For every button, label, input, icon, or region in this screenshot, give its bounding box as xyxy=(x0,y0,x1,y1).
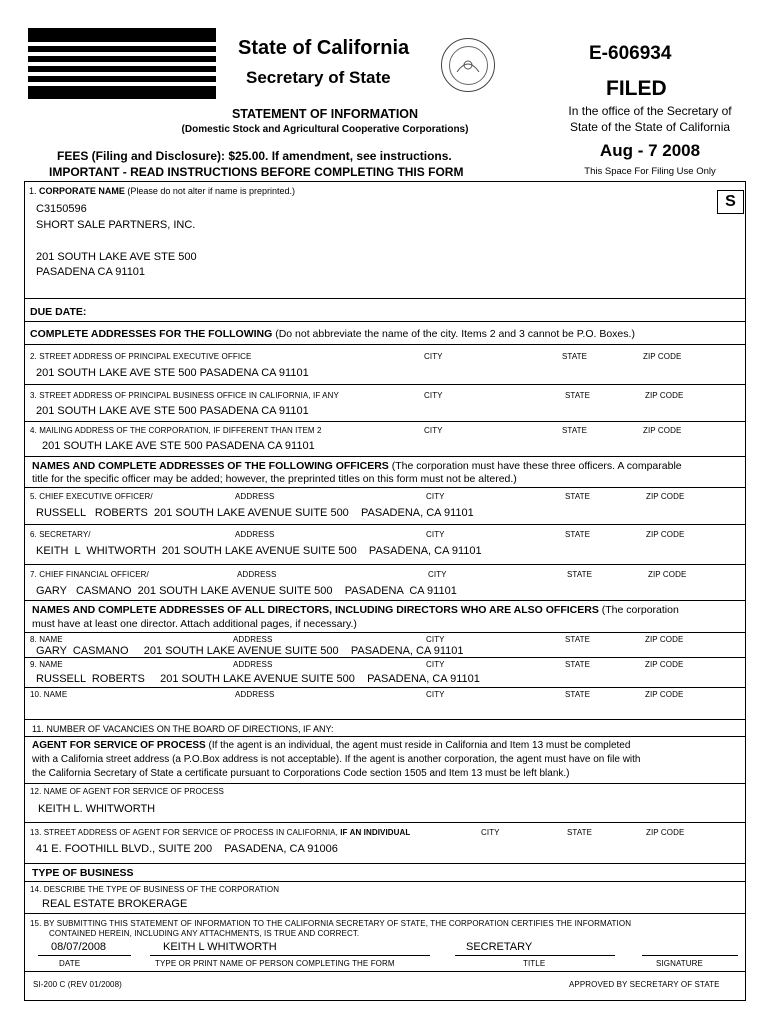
item1-label xyxy=(29,186,295,196)
officer-row-value: KEITH L WHITWORTH 201 SOUTH LAKE AVENUE SUITE 500 PASADENA, CA 91101 xyxy=(36,545,482,557)
corp-number: C3150596 xyxy=(36,203,87,215)
director-row-value: GARY CASMANO 201 SOUTH LAKE AVENUE SUITE 500 PASADENA, CA 91101 xyxy=(36,645,464,657)
state-label: STATE xyxy=(565,492,591,501)
address-label: ADDRESS xyxy=(233,660,273,669)
address-row-value: 201 SOUTH LAKE AVE STE 500 PASADENA CA 91101 xyxy=(36,405,309,417)
officers-heading-note-2: title for the specific officer may be added; however, the preprinted titles on this form must not be altered.) xyxy=(32,473,517,485)
certify-name-value: KEITH L WHITWORTH xyxy=(163,941,277,953)
director-row-label: 10. NAME xyxy=(30,690,68,699)
officer-row-label: 7. CHIEF FINANCIAL OFFICER/ xyxy=(30,570,149,579)
certify-date-value: 08/07/2008 xyxy=(51,941,107,953)
agent-heading-line2: with a California street address (a P.O.Box address is not acceptable). If the agent is another corporation, the agent must have on file with xyxy=(32,754,641,765)
state-title: State of California xyxy=(238,37,410,59)
s-mark-box: S xyxy=(717,190,744,214)
city-label: CITY xyxy=(424,391,443,400)
city-label: CITY xyxy=(426,530,445,539)
important-line: IMPORTANT - READ INSTRUCTIONS BEFORE COMPLETING THIS FORM xyxy=(49,165,464,179)
director-row-label: 8. NAME xyxy=(30,635,63,644)
address-label: ADDRESS xyxy=(235,690,275,699)
filed-status: FILED xyxy=(606,77,667,100)
city-label: CITY xyxy=(424,426,443,435)
state-seal-icon xyxy=(441,38,495,92)
officers-heading-bold: NAMES AND COMPLETE ADDRESSES OF THE FOLLOWING OFFICERS xyxy=(32,460,389,472)
business-label: 14. DESCRIBE THE TYPE OF BUSINESS OF THE CORPORATION xyxy=(30,885,280,894)
title-underline xyxy=(455,955,615,956)
address-label: ADDRESS xyxy=(237,570,277,579)
agent-address-label-bold: IF AN INDIVIDUAL xyxy=(340,828,411,837)
zip-label: ZIP CODE xyxy=(645,660,684,669)
officers-heading-note: (The corporation must have these three officers. A comparable xyxy=(391,460,682,472)
zip-label: ZIP CODE xyxy=(645,690,684,699)
filing-space-note: This Space For Filing Use Only xyxy=(584,166,716,177)
name-underline xyxy=(150,955,430,956)
addresses-heading-note: (Do not abbreviate the name of the city. Items 2 and 3 cannot be P.O. Boxes.) xyxy=(275,328,635,340)
address-row-value: 201 SOUTH LAKE AVE STE 500 PASADENA CA 91101 xyxy=(36,367,309,379)
zip-label: ZIP CODE xyxy=(645,635,684,644)
directors-heading-note: (The corporation xyxy=(601,604,679,616)
agent-address-label-text: 13. STREET ADDRESS OF AGENT FOR SERVICE OF PROCESS IN CALIFORNIA, xyxy=(30,828,338,837)
date-label: DATE xyxy=(59,959,81,968)
officer-row-label: 6. SECRETARY/ xyxy=(30,530,91,539)
statement-title: STATEMENT OF INFORMATION xyxy=(231,107,419,121)
zip-label: ZIP CODE xyxy=(646,492,685,501)
zip-label: ZIP CODE xyxy=(645,391,684,400)
state-label: STATE xyxy=(567,570,593,579)
state-label: STATE xyxy=(565,660,591,669)
due-date-label: DUE DATE: xyxy=(30,306,87,318)
city-label: CITY xyxy=(426,690,445,699)
zip-label: ZIP CODE xyxy=(646,828,685,837)
business-heading: TYPE OF BUSINESS xyxy=(32,867,134,879)
signature-label: SIGNATURE xyxy=(656,959,703,968)
officer-row-label: 5. CHIEF EXECUTIVE OFFICER/ xyxy=(30,492,153,501)
agent-heading-line3: the California Secretary of State a certificate pursuant to Corporations Code section 1505 and Item 13 must be left blank.) xyxy=(32,768,570,779)
certify-line1: 15. BY SUBMITTING THIS STATEMENT OF INFORMATION TO THE CALIFORNIA SECRETARY OF STATE, THE CORPORATION CERTIFIES THE INFORMATION xyxy=(30,919,632,928)
agent-address-label xyxy=(30,828,410,837)
city-label: CITY xyxy=(426,492,445,501)
state-label: STATE xyxy=(565,635,591,644)
signature-underline xyxy=(642,955,738,956)
city-label: CITY xyxy=(481,828,500,837)
address-label: ADDRESS xyxy=(235,530,275,539)
certify-title-value: SECRETARY xyxy=(466,941,533,953)
city-label: CITY xyxy=(426,660,445,669)
addresses-heading-bold: COMPLETE ADDRESSES FOR THE FOLLOWING xyxy=(30,328,273,340)
agent-heading-bold: AGENT FOR SERVICE OF PROCESS xyxy=(32,740,206,751)
address-row-value: 201 SOUTH LAKE AVE STE 500 PASADENA CA 91101 xyxy=(42,440,315,452)
state-label: STATE xyxy=(562,426,588,435)
business-value: REAL ESTATE BROKERAGE xyxy=(42,898,188,910)
city-label: CITY xyxy=(428,570,447,579)
directors-heading-note-2: must have at least one director. Attach additional pages, if necessary.) xyxy=(32,618,357,630)
vacancies-label: 11. NUMBER OF VACANCIES ON THE BOARD OF DIRECTIONS, IF ANY: xyxy=(32,724,334,734)
filing-number: E-606934 xyxy=(589,43,672,64)
certify-line2: CONTAINED HEREIN, INCLUDING ANY ATTACHMENTS, IS TRUE AND CORRECT. xyxy=(49,929,360,938)
office-line-2: State of the State of California xyxy=(569,120,731,134)
item1-label-text: CORPORATE NAME xyxy=(39,186,125,196)
title-label: TITLE xyxy=(523,959,546,968)
item1-label-note: (Please do not alter if name is preprinted.) xyxy=(127,186,295,196)
address-label: ADDRESS xyxy=(233,635,273,644)
officers-heading xyxy=(32,460,682,472)
statement-subtitle: (Domestic Stock and Agricultural Cooperative Corporations) xyxy=(181,124,469,135)
address-label: ADDRESS xyxy=(235,492,275,501)
city-label: CITY xyxy=(424,352,443,361)
name-label: TYPE OR PRINT NAME OF PERSON COMPLETING THE FORM xyxy=(155,959,395,968)
address-row-label: 3. STREET ADDRESS OF PRINCIPAL BUSINESS OFFICE IN CALIFORNIA, IF ANY xyxy=(30,391,339,400)
directors-heading-bold: NAMES AND COMPLETE ADDRESSES OF ALL DIRECTORS, INCLUDING DIRECTORS WHO ARE ALSO OFFICERS xyxy=(32,604,599,616)
address-row-label: 2. STREET ADDRESS OF PRINCIPAL EXECUTIVE OFFICE xyxy=(30,352,252,361)
zip-label: ZIP CODE xyxy=(643,426,682,435)
officer-row-value: GARY CASMANO 201 SOUTH LAKE AVENUE SUITE 500 PASADENA CA 91101 xyxy=(36,585,457,597)
office-line-1: In the office of the Secretary of xyxy=(568,104,732,118)
secretary-title: Secretary of State xyxy=(246,68,391,87)
corp-address-line2: PASADENA CA 91101 xyxy=(36,266,146,278)
agent-heading xyxy=(32,740,630,751)
zip-label: ZIP CODE xyxy=(643,352,682,361)
agent-name-value: KEITH L. WHITWORTH xyxy=(38,803,156,815)
address-row-label: 4. MAILING ADDRESS OF THE CORPORATION, IF DIFFERENT THAN ITEM 2 xyxy=(30,426,322,435)
director-row-label: 9. NAME xyxy=(30,660,63,669)
agent-heading-line1: (If the agent is an individual, the agent must reside in California and Item 13 must be completed xyxy=(208,740,631,751)
zip-label: ZIP CODE xyxy=(646,530,685,539)
agent-name-label: 12. NAME OF AGENT FOR SERVICE OF PROCESS xyxy=(30,787,224,796)
zip-label: ZIP CODE xyxy=(648,570,687,579)
state-label: STATE xyxy=(565,530,591,539)
directors-heading xyxy=(32,604,679,616)
fees-line: FEES (Filing and Disclosure): $25.00. If amendment, see instructions. xyxy=(57,149,452,163)
agent-address-value: 41 E. FOOTHILL BLVD., SUITE 200 PASADENA, CA 91006 xyxy=(36,843,338,855)
state-label: STATE xyxy=(565,391,591,400)
corp-name: SHORT SALE PARTNERS, INC. xyxy=(36,219,196,231)
addresses-heading xyxy=(30,328,635,340)
form-id: SI-200 C (REV 01/2008) xyxy=(33,980,122,989)
approved-label: APPROVED BY SECRETARY OF STATE xyxy=(569,980,720,989)
corp-address-line1: 201 SOUTH LAKE AVE STE 500 xyxy=(36,251,197,263)
state-label: STATE xyxy=(565,690,591,699)
filed-date: Aug - 7 2008 xyxy=(599,141,701,160)
director-row-value: RUSSELL ROBERTS 201 SOUTH LAKE AVENUE SUITE 500 PASADENA, CA 91101 xyxy=(36,673,480,685)
state-label: STATE xyxy=(562,352,588,361)
city-label: CITY xyxy=(426,635,445,644)
date-underline xyxy=(38,955,131,956)
item1-num: 1. xyxy=(29,186,37,196)
state-label: STATE xyxy=(567,828,593,837)
officer-row-value: RUSSELL ROBERTS 201 SOUTH LAKE AVENUE SUITE 500 PASADENA, CA 91101 xyxy=(36,507,474,519)
